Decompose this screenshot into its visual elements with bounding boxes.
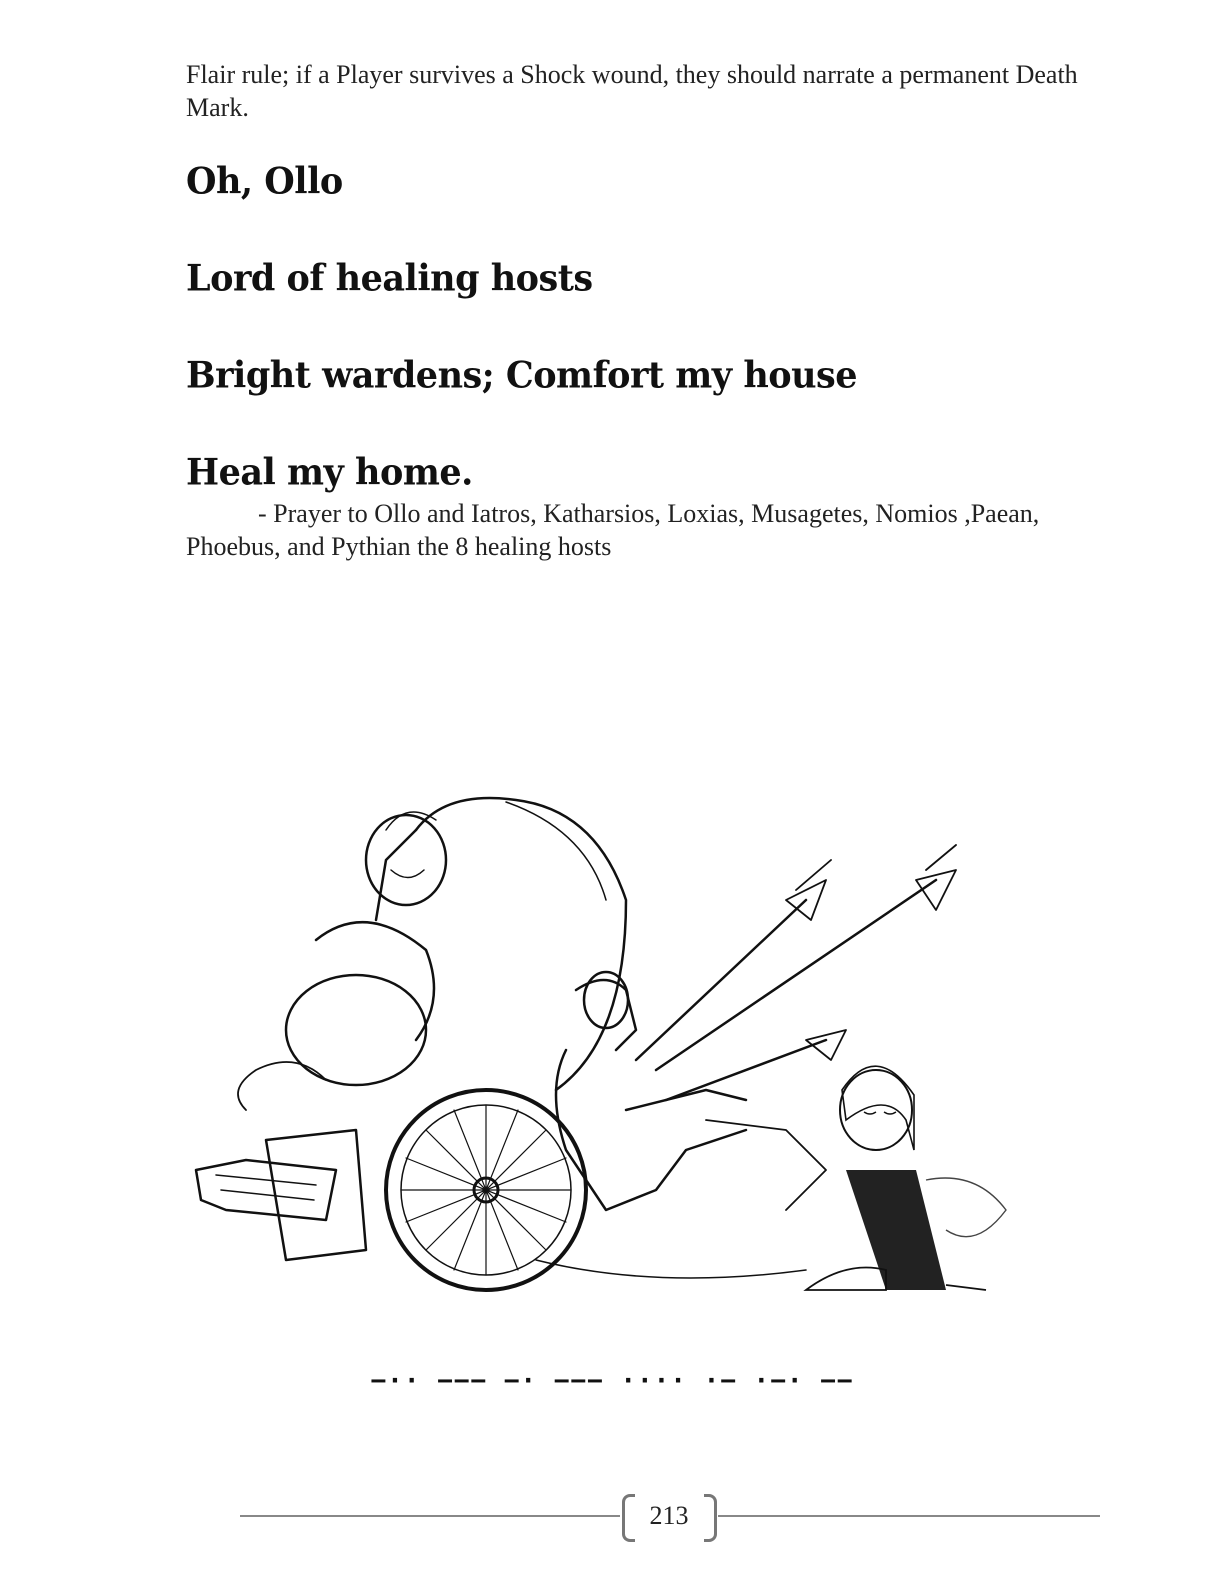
footer-rule-left [240, 1515, 620, 1517]
prayer-line-1: Oh, Ollo [186, 160, 343, 204]
prayer-attribution-text: - Prayer to Ollo and Iatros, Katharsios, Loxias, Musagetes, Nomios ,Paean, Phoebus, and Pythian the 8 healing hosts [186, 499, 1040, 561]
page-number: 213 [649, 1501, 689, 1530]
prayer-line-2: Lord of healing hosts [186, 257, 593, 301]
prayer-attribution [186, 497, 1126, 563]
prayer-line-3: Bright wardens; Comfort my house [186, 354, 858, 398]
prayer-line-4: Heal my home. [186, 451, 473, 495]
morse-code-cipher: −·· −−− −· −−− ···· ·− ·−· −− [370, 1366, 854, 1396]
healer-cart-illustration [186, 790, 1016, 1320]
intro-paragraph: Flair rule; if a Player survives a Shock wound, they should narrate a permanent Death Mark. [186, 60, 1078, 122]
page-number-bracket-right [704, 1494, 717, 1542]
footer-rule-right [718, 1515, 1100, 1517]
